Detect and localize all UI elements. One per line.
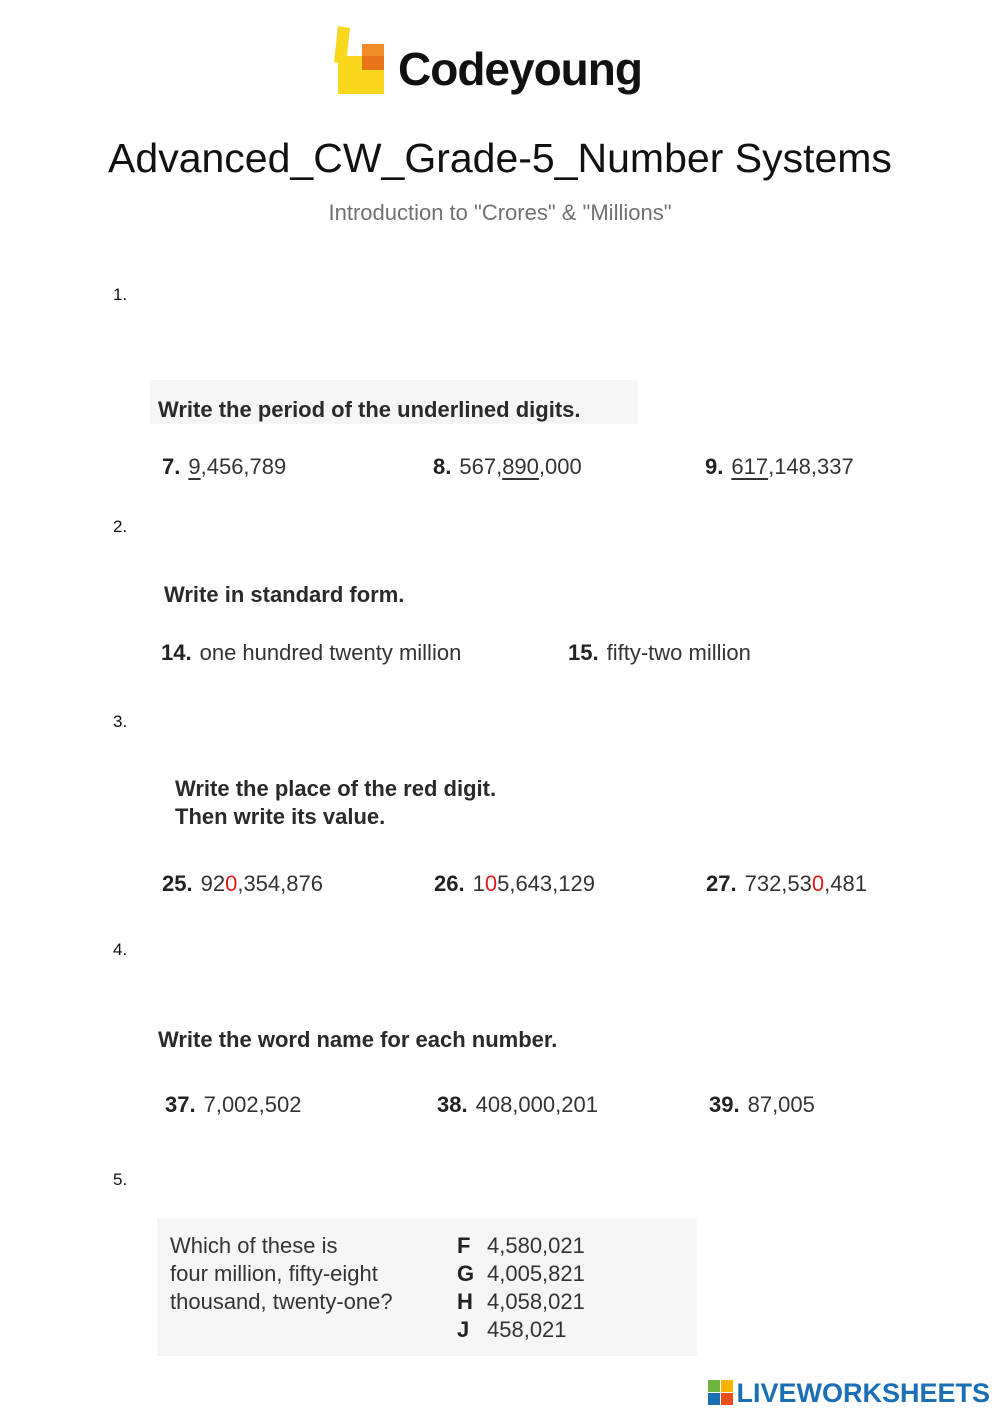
- item-37: [165, 1092, 301, 1118]
- item-7: [162, 454, 286, 480]
- choice-h[interactable]: [457, 1288, 585, 1316]
- choice-value: 458,021: [487, 1317, 567, 1342]
- underlined-digits: 890: [502, 454, 539, 479]
- question-number-4: 4.: [113, 940, 128, 959]
- item-number: 26.: [434, 871, 465, 896]
- question-2-instruction: Write in standard form.: [164, 582, 405, 607]
- question-4-instruction: Write the word name for each number.: [158, 1027, 558, 1052]
- page-title: Advanced_CW_Grade-5_Number Systems: [108, 135, 892, 181]
- item-number: 38.: [437, 1092, 468, 1117]
- item-number: 25.: [162, 871, 193, 896]
- item-number: 37.: [165, 1092, 196, 1117]
- digits-post: ,456,789: [200, 454, 287, 479]
- item-text: 87,005: [747, 1092, 815, 1117]
- question-number-3: 3.: [113, 712, 128, 731]
- underlined-digits: 617: [731, 454, 769, 479]
- choice-value: 4,580,021: [487, 1233, 585, 1258]
- item-9: [705, 454, 854, 480]
- digits-pre: 732,53: [744, 871, 812, 896]
- choice-letter: F: [457, 1233, 471, 1258]
- question-1-instruction: Write the period of the underlined digits.: [158, 397, 581, 422]
- red-digit: 0: [225, 871, 238, 896]
- item-number: 15.: [568, 640, 599, 665]
- item-number: 9.: [705, 454, 724, 479]
- item-27: [706, 871, 867, 897]
- digits-pre: 567,: [459, 454, 503, 479]
- underlined-digits: 9: [188, 454, 201, 479]
- brand-name: Codeyoung: [398, 43, 642, 95]
- item-15: [568, 640, 751, 666]
- choice-value: 4,005,821: [487, 1261, 585, 1286]
- digits-post: 5,643,129: [497, 871, 595, 896]
- digits-post: ,481: [824, 871, 867, 896]
- liveworksheets-footer[interactable]: [708, 1377, 990, 1409]
- codeyoung-logo: [332, 26, 672, 106]
- digits-pre: 1: [472, 871, 485, 896]
- item-14: [161, 640, 461, 666]
- item-38: [437, 1092, 598, 1118]
- question-number-5: 5.: [113, 1170, 128, 1189]
- item-26: [434, 871, 595, 897]
- prompt-line-2: four million, fifty-eight: [170, 1261, 378, 1286]
- red-digit: 0: [484, 871, 498, 896]
- item-8: [433, 454, 582, 480]
- answer-choices: [457, 1232, 585, 1344]
- item-text: one hundred twenty million: [199, 640, 462, 665]
- liveworksheets-brand: LIVEWORKSHEETS: [736, 1377, 990, 1408]
- item-number: 39.: [709, 1092, 740, 1117]
- liveworksheets-logo-icon: [708, 1380, 734, 1406]
- question-5-prompt: [170, 1232, 393, 1316]
- prompt-line-3: thousand, twenty-one?: [170, 1289, 393, 1314]
- question-number-1: 1.: [113, 285, 128, 304]
- choice-j[interactable]: [457, 1316, 585, 1344]
- choice-f[interactable]: [457, 1232, 585, 1260]
- digits-post: ,354,876: [237, 871, 323, 896]
- item-number: 7.: [162, 454, 181, 479]
- codeyoung-logo-icon: [332, 26, 388, 98]
- item-text: 408,000,201: [475, 1092, 598, 1117]
- item-number: 8.: [433, 454, 452, 479]
- choice-letter: G: [457, 1261, 475, 1286]
- item-39: [709, 1092, 815, 1118]
- page-subtitle: Introduction to "Crores" & "Millions": [328, 200, 672, 225]
- digits-post: ,148,337: [768, 454, 854, 479]
- item-number: 14.: [161, 640, 192, 665]
- choice-g[interactable]: [457, 1260, 585, 1288]
- question-3-instruction-line1: Write the place of the red digit.: [175, 776, 497, 801]
- question-3-instruction-line2: Then write its value.: [175, 804, 386, 829]
- item-number: 27.: [706, 871, 737, 896]
- item-text: 7,002,502: [203, 1092, 302, 1117]
- choice-value: 4,058,021: [487, 1289, 585, 1314]
- digits-pre: 92: [200, 871, 226, 896]
- choice-letter: J: [457, 1317, 470, 1342]
- item-25: [162, 871, 323, 897]
- choice-letter: H: [457, 1289, 473, 1314]
- prompt-line-1: Which of these is: [170, 1233, 338, 1258]
- item-text: fifty-two million: [606, 640, 751, 665]
- digits-post: ,000: [538, 454, 582, 479]
- red-digit: 0: [811, 871, 825, 896]
- question-number-2: 2.: [113, 517, 128, 536]
